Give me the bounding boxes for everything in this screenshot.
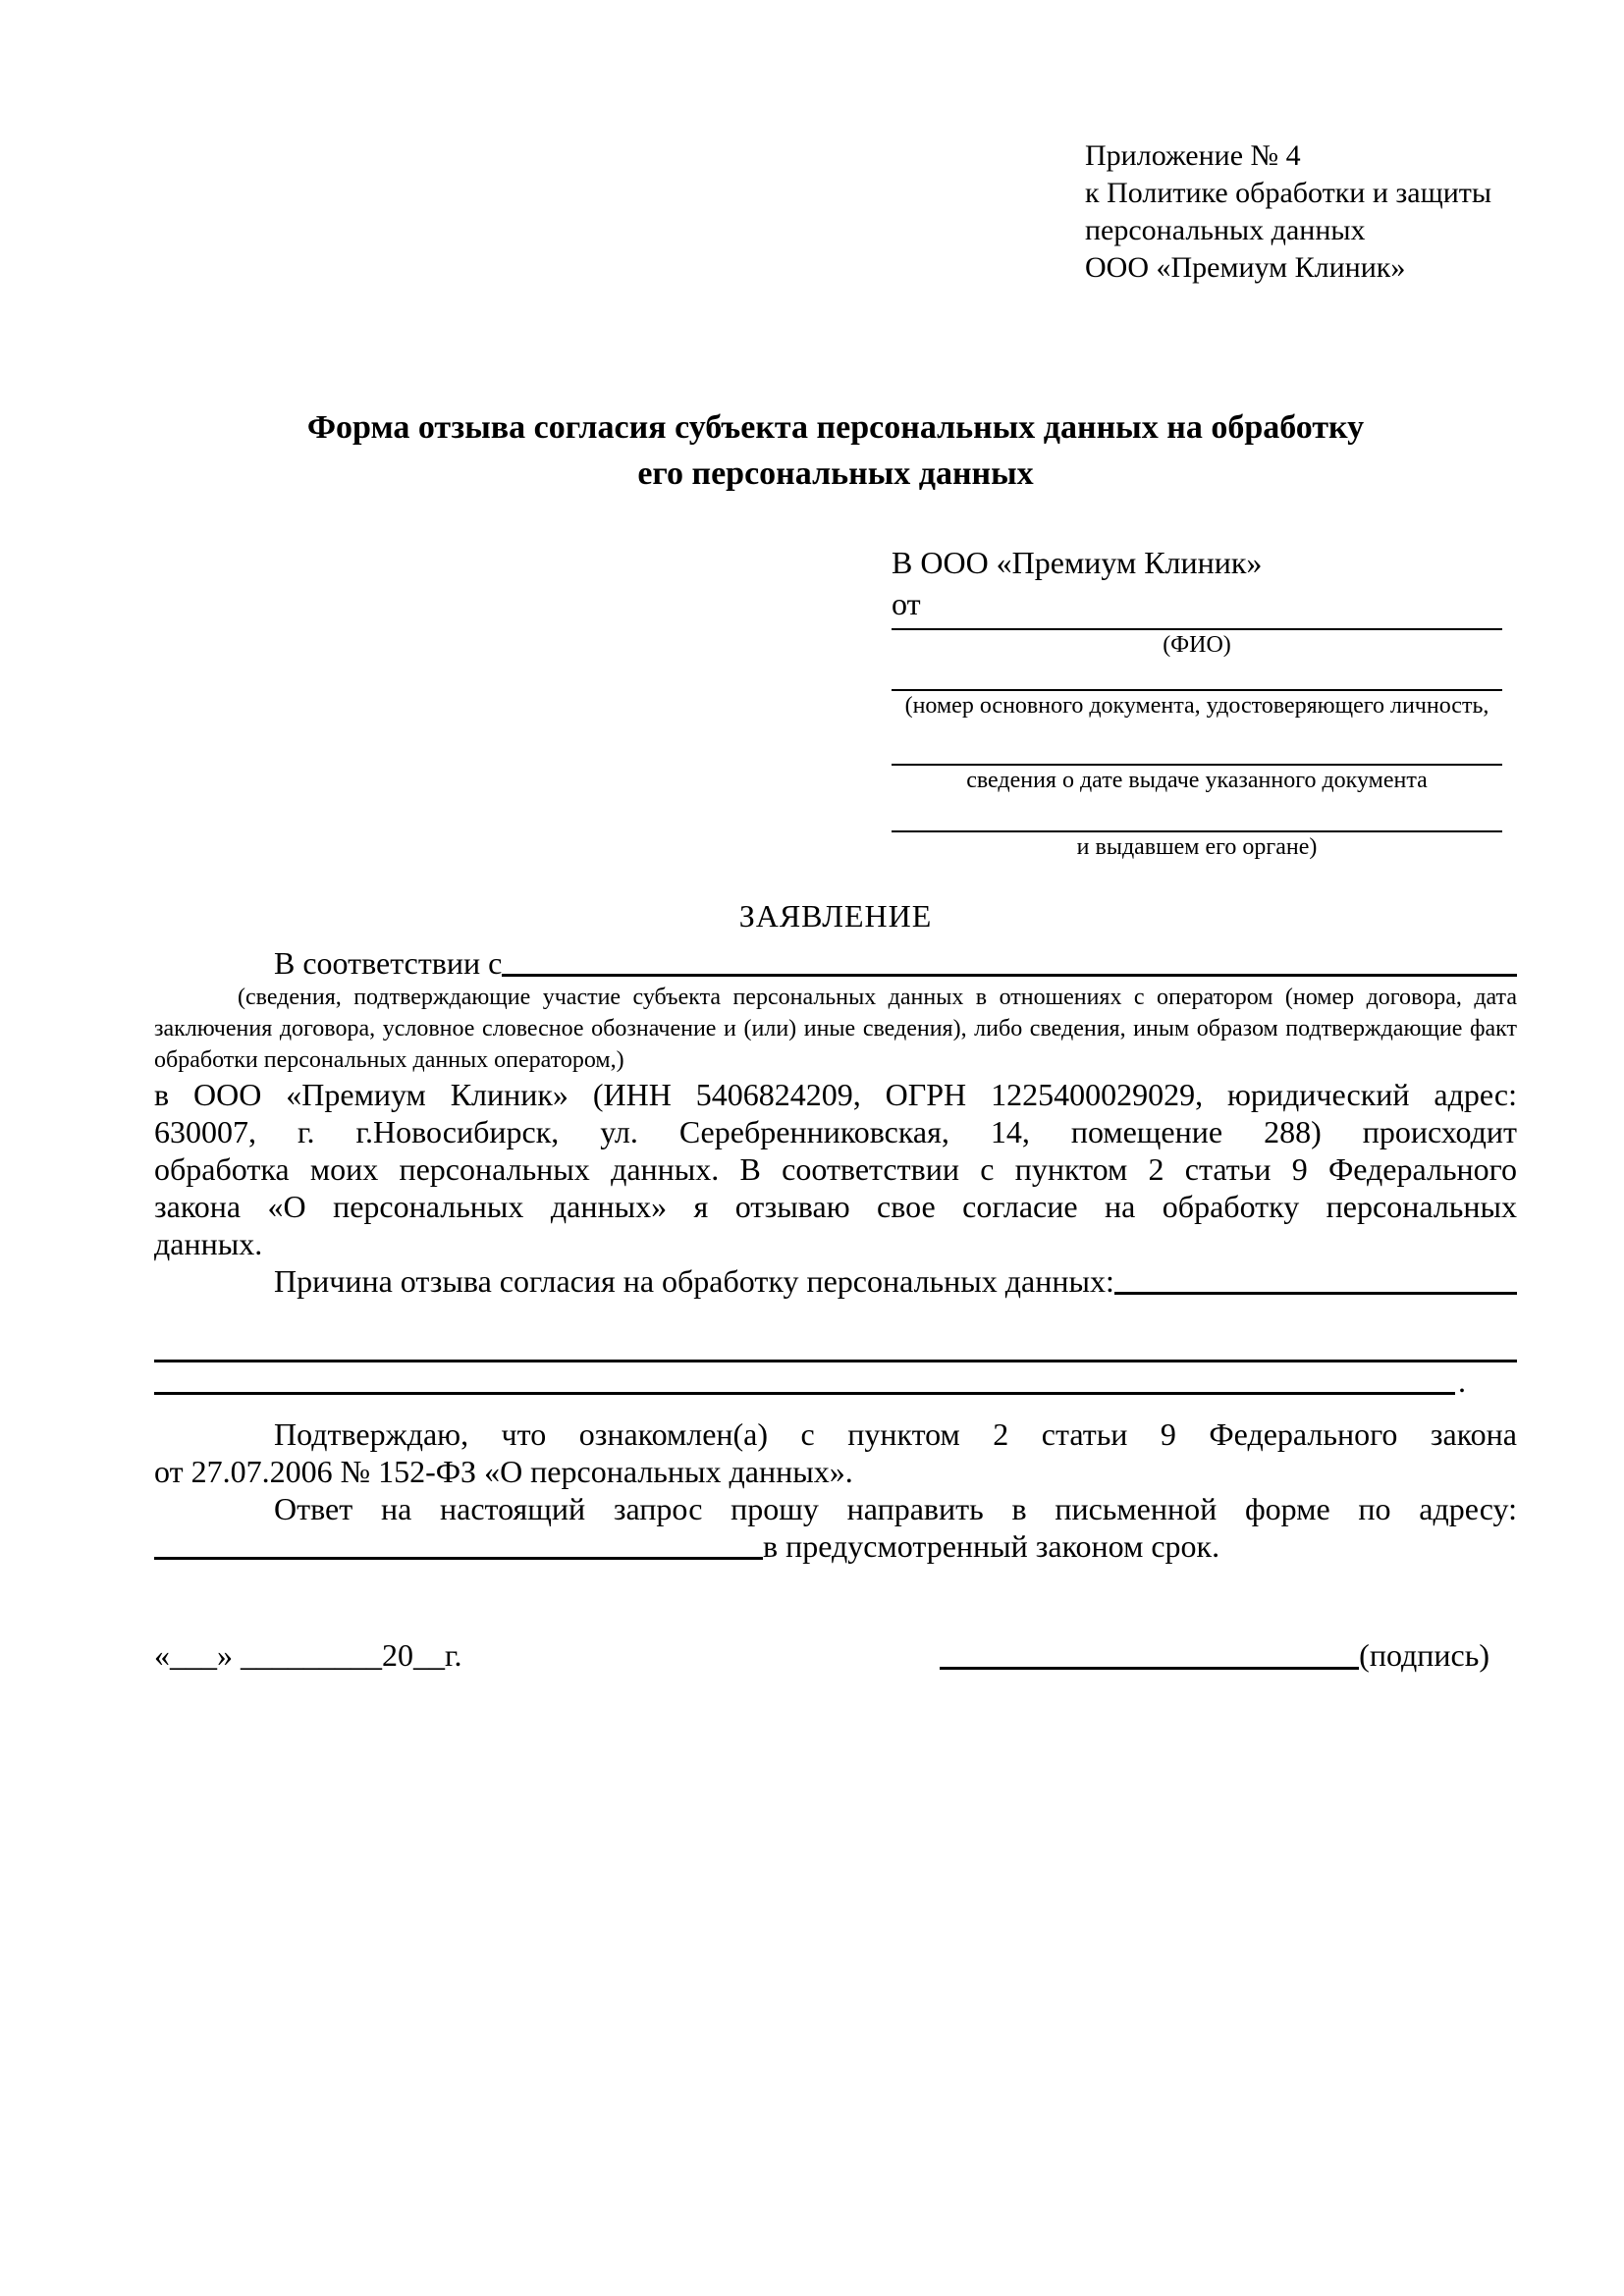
statement-body-line: в ООО «Премиум Клиник» (ИНН 5406824209, ОГРН 1225400029029, юридический адрес: — [154, 1077, 1517, 1112]
signature-caption: (подпись) — [1359, 1637, 1489, 1673]
confirmation-line: Подтверждаю, что ознакомлен(а) с пунктом 2 статьи 9 Федерального закона — [274, 1416, 1517, 1452]
issuing-authority-field — [892, 828, 1502, 862]
statement-body-line: обработка моих персональных данных. В соответствии с пунктом 2 статьи 9 Федерального — [154, 1151, 1517, 1187]
intro-note-line: заключения договора, условное словесное обозначение и (или) иные сведения), либо сведения, иным образом подтверждающие факт — [154, 1016, 1517, 1041]
document-number-caption: (номер основного документа, удостоверяющего личность, — [904, 693, 1489, 719]
issue-date-field — [892, 762, 1502, 795]
confirmation-line: от 27.07.2006 № 152-ФЗ «О персональных данных». — [154, 1454, 853, 1489]
issuing-authority-caption: и выдавшем его органе) — [1076, 834, 1318, 860]
reason-line — [154, 1262, 1517, 1300]
intro-note-line: (сведения, подтверждающие участие субъекта персональных данных в отношениях с оператором (номер договора, дата — [238, 985, 1517, 1010]
fio-field — [892, 626, 1502, 660]
fio-caption: (ФИО) — [1163, 632, 1231, 658]
appendix-line: Приложение № 4 — [1085, 139, 1301, 172]
footer-row — [154, 1635, 1517, 1675]
reason-blank-line-2 — [154, 1325, 1517, 1362]
document-number-field — [892, 687, 1502, 721]
reason-blank-line-3-rule — [154, 1392, 1455, 1395]
intro-prefix: В соответствии с — [274, 945, 503, 981]
blank-line-terminator: . — [1458, 1363, 1466, 1399]
confirmation-paragraph — [154, 1415, 1517, 1490]
intro-note — [154, 982, 1517, 1076]
issue-date-caption: сведения о дате выдаче указанного документа — [966, 768, 1428, 793]
reply-suffix: в предусмотренный законом срок. — [763, 1528, 1220, 1564]
signature-blank-line — [940, 1667, 1359, 1670]
appendix-line: к Политике обработки и защиты — [1085, 177, 1492, 209]
statement-body-line: закона «О персональных данных» я отзываю свое согласие на обработку персональных — [154, 1189, 1517, 1224]
intro-note-line: обработки персональных данных оператором,) — [154, 1047, 624, 1073]
reply-address-blank-line — [154, 1557, 763, 1560]
intro-blank-line — [502, 974, 1517, 977]
reply-address-line — [154, 1527, 1517, 1565]
statement-body-line: данных. — [154, 1226, 263, 1261]
addressee-from: от — [892, 586, 921, 621]
reason-blank-line — [1114, 1292, 1517, 1295]
addressee-block — [892, 542, 1502, 862]
signature-block — [940, 1635, 1489, 1675]
document-title-line: Форма отзыва согласия субъекта персональных данных на обработку — [306, 409, 1365, 446]
intro-line — [154, 942, 1517, 982]
date-line: «___» _________20__г. — [154, 1637, 462, 1673]
reason-label: Причина отзыва согласия на обработку персональных данных: — [274, 1263, 1114, 1299]
appendix-line: ООО «Премиум Клиник» — [1085, 251, 1406, 284]
addressee-to: В ООО «Премиум Клиник» — [892, 545, 1263, 580]
statement-body-line: 630007, г. г.Новосибирск, ул. Серебренниковская, 14, помещение 288) происходит — [154, 1114, 1517, 1149]
statement-body — [154, 1076, 1517, 1262]
document-title-line: его персональных данных — [637, 455, 1034, 492]
document-title — [154, 404, 1517, 497]
appendix-block — [1085, 137, 1517, 287]
reason-blank-line-3 — [154, 1362, 1517, 1400]
appendix-line: персональных данных — [1085, 214, 1366, 246]
statement-heading: ЗАЯВЛЕНИЕ — [738, 898, 933, 934]
reply-request-line: Ответ на настоящий запрос прошу направить в письменной форме по адресу: — [274, 1491, 1517, 1526]
